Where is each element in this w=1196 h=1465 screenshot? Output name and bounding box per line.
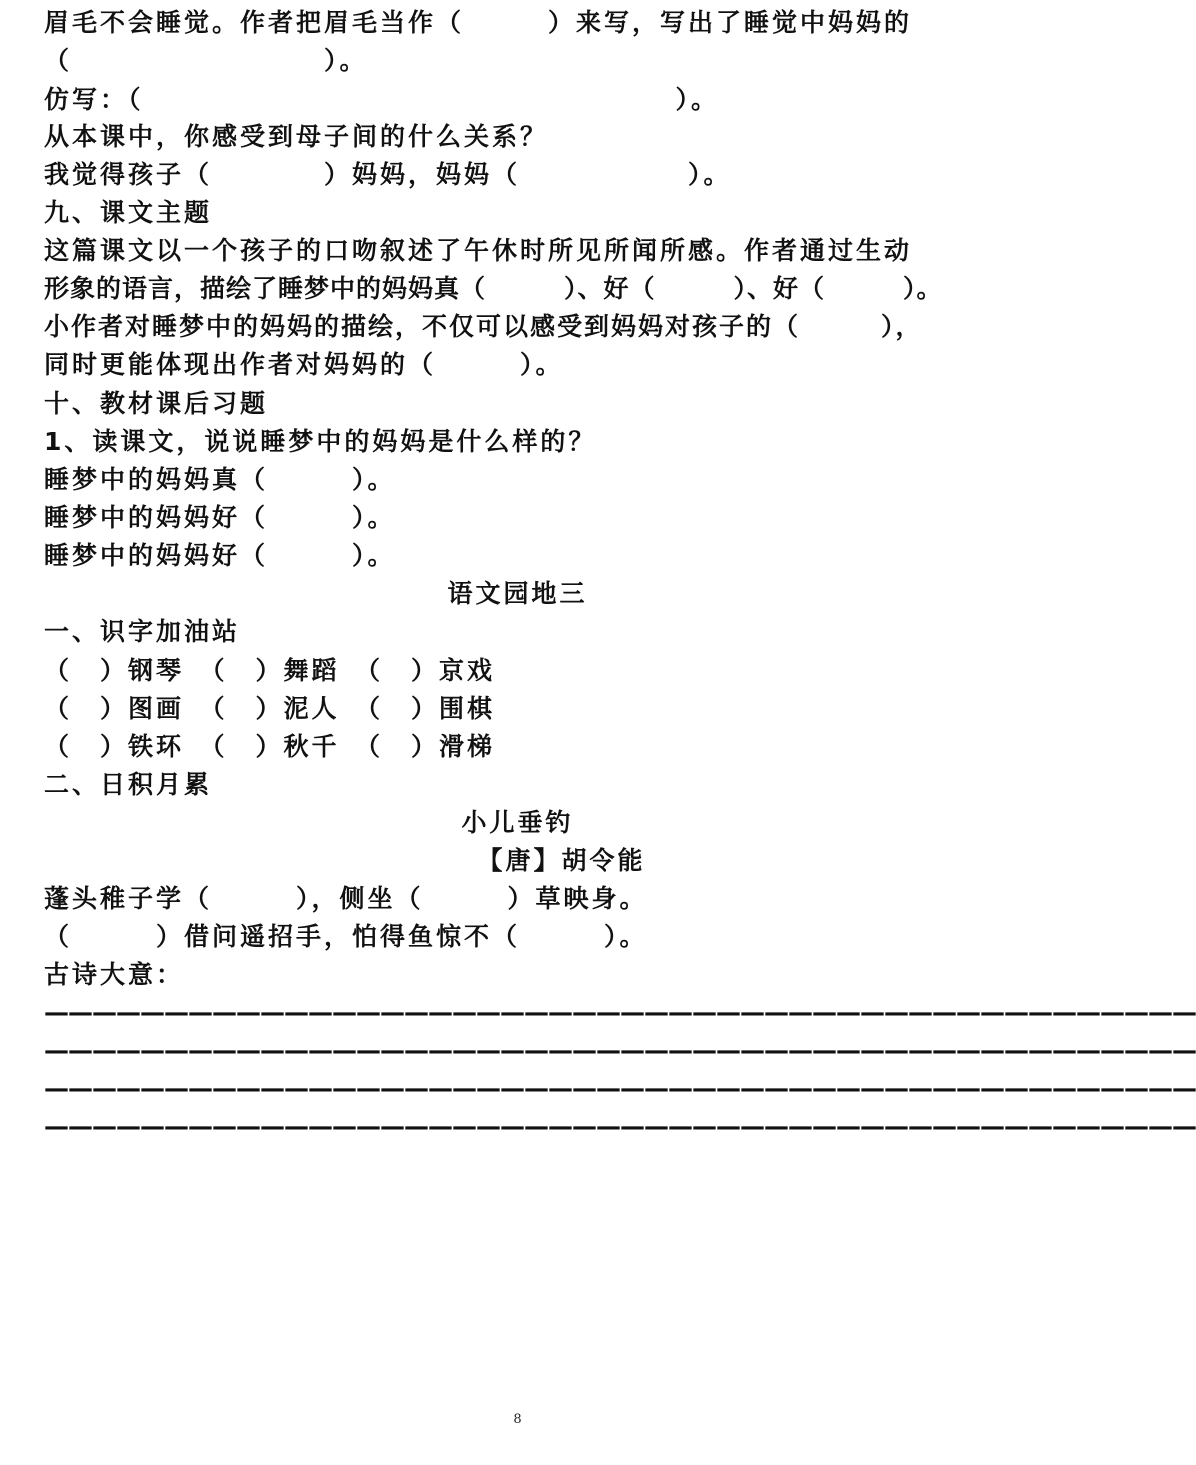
meaning-label: 古诗大意： (44, 960, 185, 989)
section-heading-nine: 九、课文主题 (44, 198, 213, 227)
fill-row-3: （ ）铁环 （ ）秋千 （ ）滑梯 (44, 732, 496, 761)
answer-dash-line-2: ———————————————————————————————————————————————— (44, 1036, 1196, 1065)
fill-row-2: （ ）图画 （ ）泥人 （ ）围棋 (44, 694, 496, 723)
answer-dash-line-1: ———————————————————————————————————————————————— (44, 998, 1196, 1027)
question-1: 1、读课文，说说睡梦中的妈妈是什么样的？ (44, 427, 597, 456)
text-line-1: 眉毛不会睡觉。作者把眉毛当作（ ）来写，写出了睡觉中妈妈的 (44, 8, 913, 37)
answer-line-1: 睡梦中的妈妈真（ ）。 (44, 465, 396, 494)
text-line-3: 仿写：（ ）。 (44, 85, 720, 114)
page-number: 8 (513, 1412, 522, 1427)
text-line-4: 从本课中，你感受到母子间的什么关系？ (44, 122, 549, 151)
answer-dash-line-4: ———————————————————————————————————————————————— (44, 1112, 1196, 1141)
poem-line-2: （ ）借问遥招手，怕得鱼惊不（ ）。 (44, 922, 648, 951)
text-line-5: 我觉得孩子（ ）妈妈，妈妈（ ）。 (44, 160, 732, 189)
poem-line-1: 蓬头稚子学（ ），侧坐（ ）草映身。 (44, 884, 648, 913)
poem-author: 【唐】胡令能 (477, 846, 646, 875)
text-line-8: 形象的语言，描绘了睡梦中的妈妈真（ ）、好（ ）、好（ ）。 (44, 274, 943, 303)
yuwen-title: 语文园地三 (447, 579, 588, 608)
section-one-heading: 一、识字加油站 (44, 617, 241, 646)
text-line-2: （ ）。 (44, 46, 368, 75)
section-two-heading: 二、日积月累 (44, 770, 213, 799)
answer-line-3: 睡梦中的妈妈好（ ）。 (44, 541, 396, 570)
answer-line-2: 睡梦中的妈妈好（ ）。 (44, 503, 396, 532)
text-line-10: 同时更能体现出作者对妈妈的（ ）。 (44, 350, 564, 379)
text-line-9: 小作者对睡梦中的妈妈的描绘，不仅可以感受到妈妈对孩子的（ ）， (44, 312, 923, 341)
answer-dash-line-3: ———————————————————————————————————————————————— (44, 1074, 1196, 1103)
fill-row-1: （ ）钢琴 （ ）舞蹈 （ ）京戏 (44, 656, 496, 685)
poem-title: 小儿垂钓 (461, 808, 574, 837)
text-line-7: 这篇课文以一个孩子的口吻叙述了午休时所见所闻所感。作者通过生动 (44, 236, 913, 265)
section-heading-ten: 十、教材课后习题 (44, 389, 269, 418)
